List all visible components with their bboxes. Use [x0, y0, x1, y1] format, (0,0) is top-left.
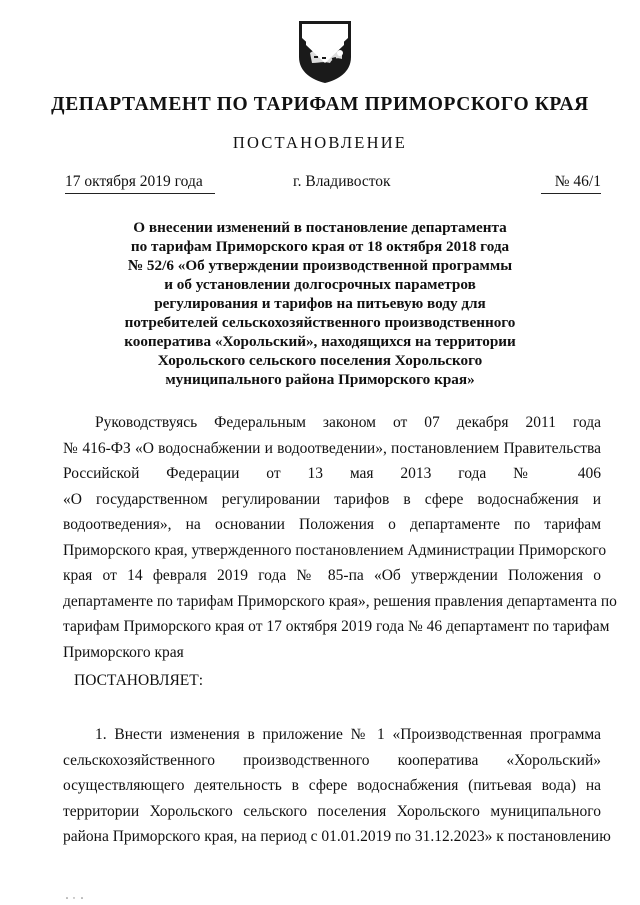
subject-line: № 52/6 «Об утверждении производственной программы: [127, 257, 513, 274]
decree-word: ПОСТАНОВЛЯЕТ:: [74, 672, 204, 689]
subject-line: регулирования и тарифов на питьевую воду для: [154, 295, 486, 312]
scan-specks: [64, 896, 94, 900]
document-type-title: ПОСТАНОВЛЕНИЕ: [232, 133, 408, 152]
paragraph-line: Приморского края: [63, 643, 184, 661]
paragraph-line: Приморского края, утвержденного постановлением Администрации Приморского: [63, 541, 607, 559]
document-number: № 46/1: [541, 173, 601, 194]
paragraph-line: края от 14 февраля 2019 года № 85-па «Об утверждении Положения о: [63, 567, 601, 584]
subject-line: муниципального района Приморского края»: [165, 371, 475, 388]
paragraph-line: департаменте по тарифам Приморского края», решения правления департамента по: [63, 592, 617, 610]
coat-of-arms-emblem: [296, 17, 354, 85]
document-city: г. Владивосток: [293, 173, 391, 190]
preamble-paragraph: [63, 410, 617, 665]
document-subject: [80, 218, 560, 389]
subject-line: и об установлении долгосрочных параметров: [164, 276, 476, 293]
paragraph-line: 1. Внести изменения в приложение № 1 «Производственная программа: [95, 726, 601, 743]
paragraph-line: тарифам Приморского края от 17 октября 2019 года № 46 департамент по тарифам: [63, 618, 610, 635]
paragraph-line: района Приморского края, на период с 01.01.2019 по 31.12.2023» к постановлению: [63, 828, 611, 845]
subject-line: кооператива «Хорольский», находящихся на территории: [124, 333, 516, 350]
paragraph-line: Руководствуясь Федеральным законом от 07 декабря 2011 года: [95, 414, 601, 431]
paragraph-line: Российской Федерации от 13 мая 2013 года № 406: [63, 465, 601, 482]
paragraph-line: территории Хорольского сельского поселения Хорольского муниципального: [63, 802, 601, 820]
paragraph-line: сельскохозяйственного производственного кооператива «Хорольский»: [63, 751, 601, 769]
subject-line: потребителей сельскохозяйственного производственного: [124, 314, 516, 331]
document-date: 17 октября 2019 года: [65, 173, 215, 194]
subject-line: Хорольского сельского поселения Хорольского: [157, 352, 483, 369]
paragraph-line: осуществляющего деятельность в сфере водоснабжения (питьевая вода) на: [63, 777, 601, 794]
paragraph-line: водоотведения», на основании Положения о департаменте по тарифам: [63, 516, 601, 533]
subject-line: О внесении изменений в постановление департамента: [133, 219, 507, 236]
paragraph-line: «О государственном регулировании тарифов в сфере водоснабжения и: [63, 490, 601, 508]
paragraph-line: № 416-ФЗ «О водоснабжении и водоотведении», постановлением Правительства: [63, 439, 601, 457]
department-title: ДЕПАРТАМЕНТ ПО ТАРИФАМ ПРИМОРСКОГО КРАЯ: [51, 94, 589, 115]
item-1-paragraph: [63, 722, 611, 850]
subject-line: по тарифам Приморского края от 18 октября 2018 года: [130, 238, 510, 255]
